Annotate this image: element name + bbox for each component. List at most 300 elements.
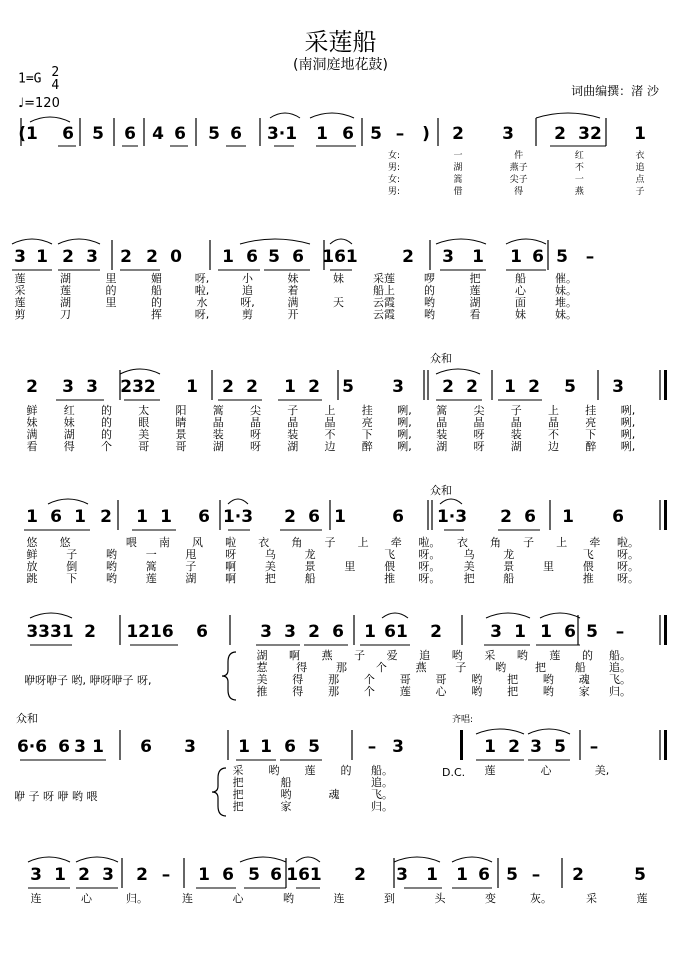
lyric-system5-3-10: 归。 bbox=[609, 685, 631, 698]
lyric-system4-2-11: 美 bbox=[463, 560, 475, 573]
lyric-system4-2-7: 景 bbox=[304, 560, 316, 573]
slur-system5 bbox=[382, 613, 408, 618]
lyric-system6-0-2: 莲 bbox=[304, 764, 316, 777]
lyric-system5-3-4: 莲 bbox=[399, 685, 411, 698]
lyric-system4-3-4: 湖 bbox=[185, 572, 197, 585]
lyric-system4-1-2: 哟 bbox=[105, 548, 117, 561]
lyric-system2-0-4: 呀, bbox=[194, 272, 210, 285]
lyric-system4-1-9: 飞 bbox=[384, 548, 396, 561]
lyric-system6-2-2: 魂 bbox=[328, 788, 340, 801]
note-system6-9: 5 bbox=[308, 737, 320, 757]
lyric-system3-3-6: 呀 bbox=[250, 440, 261, 453]
time-top: 2 bbox=[51, 65, 60, 80]
lyric-system5-2-1: 得 bbox=[292, 673, 304, 686]
lyric-system4-2-0: 放 bbox=[26, 560, 38, 573]
lyric-system3-0-5: 篙 bbox=[212, 404, 224, 417]
lyric-system3-3-3: 哥 bbox=[138, 440, 150, 453]
lyric-system4-2-1: 倒 bbox=[66, 560, 78, 573]
note-system1-11: 5 bbox=[370, 124, 382, 144]
note-system2-2: 2 bbox=[62, 247, 74, 267]
note-system3-3: 232 bbox=[120, 377, 156, 397]
lyric-system1-3-2: 燕 bbox=[574, 187, 584, 197]
lyric-system3-0-1: 红 bbox=[63, 404, 75, 417]
lyric-system4-0-16: 上 bbox=[556, 536, 568, 549]
lyric-system4-2-15: 呀。 bbox=[617, 560, 639, 573]
note-system5-5: 3 bbox=[284, 622, 296, 642]
lyric-system3-1-5: 晶 bbox=[212, 416, 224, 429]
lyric-system4-0-5: 风 bbox=[192, 536, 204, 549]
lyric-system3-3-9: 醉 bbox=[361, 440, 373, 453]
note-system3-1: 3 bbox=[62, 377, 74, 397]
lyric-system4-1-12: 龙 bbox=[503, 548, 515, 561]
note-system2-3: 3 bbox=[86, 247, 98, 267]
lyric-system4-3-1: 下 bbox=[66, 572, 78, 585]
slur-system3 bbox=[120, 369, 160, 374]
lyric-system2-2-1: 湖 bbox=[60, 296, 71, 309]
brace-system6 bbox=[212, 768, 226, 816]
note-system7-18: 2 bbox=[572, 865, 584, 885]
lyric-system5-0-9: 莲 bbox=[549, 649, 561, 662]
credit-line: 词曲编撰：渚 沙 bbox=[571, 84, 659, 98]
lyric-system2-2-0: 莲 bbox=[14, 296, 26, 309]
slur-system7 bbox=[296, 857, 320, 862]
lyric-system3-3-2: 个 bbox=[101, 440, 112, 453]
note-system1-18: 1 bbox=[634, 124, 646, 144]
lyric-system3-2-9: 下 bbox=[361, 428, 373, 441]
lyric-system2-1-1: 莲 bbox=[60, 284, 71, 297]
lyric-system3-1-0: 妹 bbox=[26, 416, 38, 429]
lyric-system4-1-3: 一 bbox=[145, 548, 157, 561]
note-system7-8: 5 bbox=[248, 865, 260, 885]
lyric-system3-2-0: 满 bbox=[26, 428, 38, 441]
lyric-system3-1-1: 妹 bbox=[63, 416, 75, 429]
lyric-system7-9: 变 bbox=[485, 892, 496, 905]
lyric-system1-3-1: 得 bbox=[514, 187, 524, 197]
lyric-system4-2-10: 呀。 bbox=[418, 560, 441, 573]
lyric-system5-1-4: 燕 bbox=[415, 661, 427, 674]
lyric-system4-0-4: 南 bbox=[158, 536, 170, 549]
note-system6-14: 3 bbox=[530, 737, 542, 757]
lyric-system2-3-3: 挥 bbox=[151, 308, 162, 321]
lyric-system2-1-2: 的 bbox=[105, 284, 117, 297]
lyric-system3-0-3: 太 bbox=[138, 404, 150, 417]
slur-system1 bbox=[270, 113, 300, 118]
note-system6-0: 6·6 bbox=[16, 737, 48, 757]
lyric-system2-1-0: 采 bbox=[14, 284, 26, 297]
note-system5-12: 1 bbox=[514, 622, 526, 642]
lyric-system2-2-8: 云霞 bbox=[373, 296, 395, 309]
lyric-system2-0-8: 采莲 bbox=[373, 272, 395, 285]
slur-system7 bbox=[28, 857, 70, 862]
note-system4-3: 2 bbox=[100, 507, 112, 527]
lyric-system2-2-6: 满 bbox=[287, 296, 299, 309]
note-system2-9: 5 bbox=[268, 247, 280, 267]
lyric-system4-0-11: 牵 bbox=[390, 536, 402, 549]
lyric-system5-0-11: 船。 bbox=[609, 649, 631, 662]
note-system4-12: 1·3 bbox=[436, 507, 468, 527]
note-system6-15: 5 bbox=[554, 737, 566, 757]
brace-system5 bbox=[222, 652, 236, 700]
note-system3-8: 2 bbox=[308, 377, 320, 397]
lyric-system4-1-11: 乌 bbox=[463, 548, 475, 561]
slur-system5 bbox=[30, 613, 72, 618]
slur-system4 bbox=[48, 499, 88, 504]
double-bar-thick bbox=[664, 615, 667, 645]
lyric-system3-3-4: 哥 bbox=[175, 440, 187, 453]
note-system5-15: 5 bbox=[586, 622, 598, 642]
lyric-system3-1-8: 晶 bbox=[324, 416, 336, 429]
lyric-system5-1-9: 追。 bbox=[609, 661, 631, 674]
note-system1-4: 4 bbox=[152, 124, 164, 144]
lyric-system4-0-1: 悠 bbox=[59, 536, 71, 549]
note-system3-11: 2 bbox=[442, 377, 454, 397]
lyric-system4-0-7: 衣 bbox=[258, 536, 270, 549]
lyric-system2-1-6: 着 bbox=[287, 284, 299, 297]
lyric-system5-1-7: 把 bbox=[534, 661, 546, 674]
lyric-system4-1-10: 呀。 bbox=[418, 548, 441, 561]
lyric-system4-2-13: 里 bbox=[543, 560, 555, 573]
lyric-system4-0-15: 子 bbox=[523, 536, 535, 549]
note-system1-1: 6 bbox=[62, 124, 74, 144]
lyric-system5-2-3: 个 bbox=[363, 673, 375, 686]
slur-system5 bbox=[540, 613, 580, 618]
lyric-system4-0-10: 上 bbox=[357, 536, 369, 549]
role-label-0: 女: bbox=[387, 151, 400, 161]
lyric-system1-2-3: 点 bbox=[635, 175, 645, 185]
note-system7-15: 6 bbox=[478, 865, 490, 885]
note-system6-1: 6 bbox=[58, 737, 70, 757]
lyric-system4-3-14: 推 bbox=[582, 572, 594, 585]
note-system7-16: 5 bbox=[506, 865, 518, 885]
lyric-system2-3-4: 呀, bbox=[194, 308, 210, 321]
lyric-system6-left: 咿 子 呀 咿 哟 喂 bbox=[14, 790, 98, 803]
note-system7-2: 2 bbox=[78, 865, 90, 885]
lyric-system2-0-2: 里 bbox=[105, 272, 117, 285]
note-system4-7: 1·3 bbox=[222, 507, 254, 527]
lyric-system5-2-6: 哟 bbox=[471, 673, 483, 686]
lyric-system4-2-5: 啊 bbox=[225, 560, 237, 573]
lyric-system3-3-16: 咧, bbox=[620, 440, 636, 453]
lyric-system2-2-4: 水 bbox=[196, 296, 208, 309]
lyric-system2-3-9: 哟 bbox=[424, 308, 435, 321]
lyric-system3-1-10: 咧, bbox=[397, 416, 412, 429]
lyric-system3-2-1: 湖 bbox=[63, 428, 75, 441]
lyric-system4-1-15: 呀。 bbox=[617, 548, 639, 561]
lyric-system2-2-11: 面 bbox=[515, 296, 526, 309]
note-system4-4: 1 bbox=[136, 507, 148, 527]
lyric-system4-3-9: 推 bbox=[384, 572, 396, 585]
lyric-system5-1-1: 得 bbox=[296, 661, 308, 674]
song-title: 采莲船 bbox=[304, 28, 377, 56]
lyric-system4-0-14: 角 bbox=[490, 536, 502, 549]
note-system3-0: 2 bbox=[26, 377, 38, 397]
lyric-system5-3-2: 那 bbox=[328, 685, 340, 698]
lyric-system2-2-5: 呀, bbox=[240, 296, 255, 309]
lyric-system7-4: 心 bbox=[232, 892, 244, 905]
lyric-system3-2-4: 景 bbox=[175, 428, 187, 441]
note-system3-12: 2 bbox=[466, 377, 478, 397]
lyric-system4-1-14: 飞 bbox=[582, 548, 594, 561]
lyric-system2-1-10: 莲 bbox=[469, 284, 481, 297]
lyric-system3-1-4: 睛 bbox=[175, 416, 187, 429]
lyric-system7-8: 头 bbox=[434, 892, 446, 905]
lyric-system6-1-1: 船 bbox=[280, 776, 292, 789]
slur-system6 bbox=[476, 729, 524, 734]
lyric-system3-1-12: 晶 bbox=[473, 416, 485, 429]
lyric-system3-0-8: 上 bbox=[324, 404, 336, 417]
note-system5-2: 1216 bbox=[126, 622, 174, 642]
lyric-system3-3-7: 湖 bbox=[287, 440, 299, 453]
lyric-system5-0-1: 啊 bbox=[289, 649, 301, 662]
note-system1-7: 6 bbox=[230, 124, 242, 144]
lyric-system5-3-8: 哟 bbox=[542, 685, 554, 698]
slur-system7 bbox=[394, 857, 440, 862]
note-system1-15: 3 bbox=[502, 124, 514, 144]
lyric-system5-3-1: 得 bbox=[292, 685, 304, 698]
marker-qichang: 齐唱: bbox=[452, 715, 474, 725]
note-system6-13: 2 bbox=[508, 737, 520, 757]
slur-system5 bbox=[486, 613, 530, 618]
slur-system1 bbox=[310, 113, 354, 118]
note-system2-17: 5 bbox=[556, 247, 568, 267]
lyric-system2-3-10: 看 bbox=[469, 308, 481, 321]
lyric-system6-3-0: 把 bbox=[232, 800, 244, 813]
lyric-system4-3-10: 呀。 bbox=[418, 572, 441, 585]
note-system4-2: 1 bbox=[74, 507, 86, 527]
lyric-system7-5: 哟 bbox=[283, 892, 294, 905]
lyric-system5-0-3: 子 bbox=[354, 649, 366, 662]
lyric-system3-0-0: 鲜 bbox=[26, 404, 38, 417]
lyric-system3-1-9: 亮 bbox=[361, 416, 373, 429]
note-system3-10: 3 bbox=[392, 377, 404, 397]
note-system6-4: 6 bbox=[140, 737, 152, 757]
lyric-system5-2-9: 魂 bbox=[578, 673, 590, 686]
lyric-system3-2-14: 不 bbox=[548, 428, 559, 441]
note-system5-8: 1 bbox=[364, 622, 376, 642]
lyric-system5-3-9: 家 bbox=[578, 685, 590, 698]
lyric-system4-1-4: 甩 bbox=[185, 548, 197, 561]
note-system1-10: 6 bbox=[342, 124, 354, 144]
lyric-system5-0-7: 采 bbox=[484, 649, 496, 662]
lyric-system5-3-6: 哟 bbox=[471, 685, 483, 698]
note-system7-11: 2 bbox=[354, 865, 366, 885]
note-system4-13: 2 bbox=[500, 507, 512, 527]
note-system7-14: 1 bbox=[456, 865, 468, 885]
note-system7-10: 161 bbox=[286, 865, 322, 885]
note-system1-6: 5 bbox=[208, 124, 220, 144]
lyric-system2-0-9: 啰 bbox=[424, 272, 435, 285]
lyric-system3-0-2: 的 bbox=[101, 404, 112, 417]
lyric-system3-2-3: 美 bbox=[138, 428, 150, 441]
lyric-system6-1-3: 追。 bbox=[371, 776, 393, 789]
lyric-system2-2-9: 哟 bbox=[424, 296, 435, 309]
slur-system2 bbox=[330, 239, 352, 244]
lyric-system2-1-8: 船上 bbox=[373, 284, 395, 297]
lyric-system5-0-0: 湖 bbox=[256, 649, 268, 662]
lyric-system3-3-10: 咧, bbox=[397, 440, 412, 453]
note-system3-13: 1 bbox=[504, 377, 516, 397]
lyric-system4-1-0: 鲜 bbox=[26, 548, 38, 561]
lyric-system4-3-5: 啊 bbox=[225, 572, 237, 585]
lyric-system4-3-3: 莲 bbox=[145, 572, 157, 585]
note-system7-19: 5 bbox=[634, 865, 646, 885]
lyric-system3-2-2: 的 bbox=[101, 428, 112, 441]
lyric-system5-1-2: 那 bbox=[336, 661, 348, 674]
repeat-start-bar bbox=[460, 730, 463, 760]
slur-system7 bbox=[240, 857, 286, 862]
note-system6-7: 1 bbox=[260, 737, 272, 757]
lyric-system6-2-1: 哟 bbox=[280, 788, 292, 801]
double-bar-thick bbox=[664, 730, 667, 760]
note-system5-11: 3 bbox=[490, 622, 502, 642]
lyric-system3-3-1: 得 bbox=[63, 440, 75, 453]
note-system4-9: 6 bbox=[308, 507, 320, 527]
lyric-system2-0-3: 媚 bbox=[151, 272, 162, 285]
lyric-system6-2-0: 把 bbox=[232, 788, 244, 801]
lyric-system1-3-3: 子 bbox=[635, 187, 645, 197]
role-label-2: 女: bbox=[387, 175, 400, 185]
lyric-system3-3-8: 边 bbox=[324, 440, 336, 453]
lyric-system5-1-8: 船 bbox=[574, 661, 586, 674]
lyric-system3-2-13: 装 bbox=[510, 428, 522, 441]
note-system4-6: 6 bbox=[198, 507, 210, 527]
slur-system2 bbox=[436, 239, 486, 244]
note-system3-6: 2 bbox=[246, 377, 258, 397]
lyric-system3-2-7: 装 bbox=[287, 428, 299, 441]
lyric-system4-0-9: 子 bbox=[324, 536, 336, 549]
lyric-system5-3-5: 心 bbox=[435, 685, 447, 698]
lyric-system5-0-8: 哟 bbox=[516, 649, 528, 662]
lyric-system1-0-2: 红 bbox=[574, 151, 584, 161]
marker-zhonghe-3: 众和 bbox=[16, 712, 38, 725]
time-bottom: 4 bbox=[51, 78, 60, 93]
note-system7-17: – bbox=[531, 865, 541, 885]
lyric-system1-1-1: 燕子 bbox=[509, 163, 528, 173]
slur-system6 bbox=[528, 729, 570, 734]
lyric-system1-1-3: 追 bbox=[635, 163, 645, 173]
lyric-system2-1-11: 心 bbox=[515, 284, 526, 297]
note-system3-16: 3 bbox=[612, 377, 624, 397]
lyric-system3-3-11: 湖 bbox=[436, 440, 448, 453]
note-system4-8: 2 bbox=[284, 507, 296, 527]
lyric-system2-0-7: 妹 bbox=[333, 272, 344, 285]
lyric-system3-1-2: 的 bbox=[101, 416, 112, 429]
note-system1-5: 6 bbox=[174, 124, 186, 144]
note-system4-5: 1 bbox=[160, 507, 172, 527]
note-system1-13: ) bbox=[422, 124, 430, 144]
lyric-system4-3-7: 船 bbox=[304, 572, 316, 585]
lyric-system4-2-2: 哟 bbox=[105, 560, 117, 573]
lyric-system5-0-2: 燕 bbox=[321, 649, 333, 662]
lyric-system3-0-11: 篙 bbox=[436, 404, 448, 417]
slur-system7 bbox=[76, 857, 118, 862]
lyric-system4-2-3: 篙 bbox=[145, 560, 157, 573]
lyric-system7-11: 采 bbox=[586, 892, 597, 905]
lyric-system5-1-6: 哟 bbox=[495, 661, 507, 674]
slur-system1 bbox=[536, 113, 600, 118]
note-system5-4: 3 bbox=[260, 622, 272, 642]
lyric-system2-1-9: 的 bbox=[424, 284, 435, 297]
lyric-system3-1-13: 晶 bbox=[510, 416, 522, 429]
note-system2-16: 6 bbox=[532, 247, 544, 267]
note-system6-16: – bbox=[589, 737, 599, 757]
lyric-system3-0-16: 咧, bbox=[620, 404, 636, 417]
lyric-system4-2-4: 子 bbox=[185, 560, 197, 573]
lyric-system4-1-1: 子 bbox=[66, 548, 78, 561]
lyric-qichang-1: 心 bbox=[540, 764, 552, 777]
lyric-system4-0-8: 角 bbox=[291, 536, 303, 549]
note-system7-4: 2 bbox=[136, 865, 148, 885]
lyric-system5-2-0: 美 bbox=[256, 673, 268, 686]
note-system1-16: 2 bbox=[554, 124, 566, 144]
lyric-system4-3-15: 呀。 bbox=[617, 572, 639, 585]
lyric-system4-3-11: 把 bbox=[463, 572, 475, 585]
lyric-system6-0-3: 的 bbox=[340, 764, 352, 777]
note-system2-5: 2 bbox=[146, 247, 158, 267]
lyric-system7-12: 莲 bbox=[636, 892, 648, 905]
lyric-system5-2-4: 哥 bbox=[399, 673, 411, 686]
note-system2-6: 0 bbox=[170, 247, 182, 267]
note-system3-9: 5 bbox=[342, 377, 354, 397]
lyric-system4-0-17: 牵 bbox=[589, 536, 601, 549]
lyric-system2-3-1: 刀 bbox=[60, 308, 71, 321]
note-system6-8: 6 bbox=[284, 737, 296, 757]
note-system7-5: – bbox=[161, 865, 171, 885]
note-system5-7: 6 bbox=[332, 622, 344, 642]
note-system1-12: – bbox=[395, 124, 405, 144]
lyric-system3-0-12: 尖 bbox=[473, 404, 485, 417]
lyric-system3-3-5: 湖 bbox=[212, 440, 224, 453]
lyric-system3-2-6: 呀 bbox=[250, 428, 261, 441]
lyric-system2-3-8: 云霞 bbox=[373, 308, 395, 321]
note-system2-8: 6 bbox=[246, 247, 258, 267]
lyric-system5-2-5: 哥 bbox=[435, 673, 447, 686]
note-system5-9: 61 bbox=[384, 622, 408, 642]
lyric-system5-2-7: 把 bbox=[507, 673, 519, 686]
lyric-system2-3-0: 剪 bbox=[14, 308, 26, 321]
lyric-system7-1: 心 bbox=[81, 892, 92, 905]
lyric-system5-2-2: 那 bbox=[328, 673, 340, 686]
note-system2-11: 161 bbox=[322, 247, 358, 267]
lyric-system3-2-16: 咧, bbox=[620, 428, 636, 441]
role-label-1: 男: bbox=[387, 163, 400, 173]
slur-system3 bbox=[436, 369, 480, 374]
note-system3-2: 3 bbox=[86, 377, 98, 397]
note-system3-15: 5 bbox=[564, 377, 576, 397]
note-system4-11: 6 bbox=[392, 507, 404, 527]
lyric-system7-0: 连 bbox=[30, 892, 42, 905]
slur-system2 bbox=[12, 239, 52, 244]
lyric-system5-0-4: 爱 bbox=[386, 649, 398, 662]
lyric-system2-1-3: 船 bbox=[151, 284, 162, 297]
note-system7-12: 3 bbox=[396, 865, 408, 885]
lyric-system2-2-10: 湖 bbox=[469, 296, 481, 309]
lyric-system4-3-6: 把 bbox=[264, 572, 276, 585]
slur-system1 bbox=[30, 117, 70, 122]
lyric-system3-3-13: 湖 bbox=[510, 440, 522, 453]
note-system1-14: 2 bbox=[452, 124, 464, 144]
key-text: 1=G bbox=[18, 71, 42, 87]
tempo-text: =120 bbox=[24, 96, 60, 111]
lyric-system2-3-5: 剪 bbox=[242, 308, 253, 321]
marker-zhonghe-2: 众和 bbox=[430, 484, 452, 497]
lyric-qichang-0: 莲 bbox=[484, 764, 496, 777]
lyric-system5-0-5: 追 bbox=[419, 649, 431, 662]
lyric-system1-2-1: 尖子 bbox=[509, 175, 528, 185]
lyric-system4-2-8: 里 bbox=[344, 560, 356, 573]
lyric-system4-2-6: 美 bbox=[264, 560, 276, 573]
note-system1-8: 3·1 bbox=[266, 124, 298, 144]
